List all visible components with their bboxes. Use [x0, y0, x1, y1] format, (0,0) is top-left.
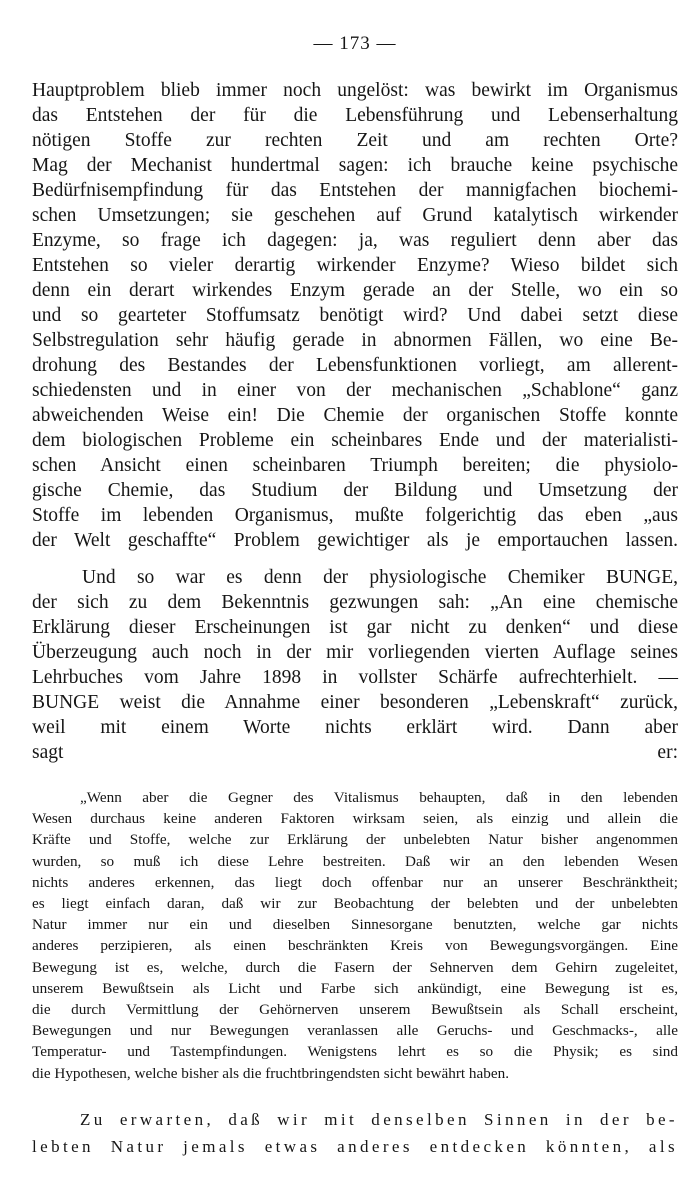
quote-line: Bewegung ist es, welche, durch die Fasern der Sehnerven dem Gehirn zugeleitet, [32, 958, 678, 976]
text-line: dem biologischen Probleme ein scheinbares Ende und der materialisti- [32, 430, 678, 451]
text-line: abweichenden Weise ein! Die Chemie der organischen Stoffe konnte [32, 405, 678, 426]
quote-line: wurden, so muß ich diese Lehre bestreiten. Daß wir an den lebenden Wesen [32, 852, 678, 870]
text-line: BUNGE weist die Annahme einer besonderen „Lebenskraft“ zurück, [32, 692, 678, 713]
text-line: lebten Natur jemals etwas anderes entdecken könnten, als [32, 1136, 678, 1156]
text-line: Bedürfnisempfindung für das Entstehen der mannigfachen biochemi- [32, 180, 678, 201]
quote-line: Natur immer nur ein und dieselben Sinnesorgane benutzten, welche gar nichts [32, 916, 678, 934]
text-line: weil mit einem Worte nichts erklärt wird. Dann aber [32, 717, 678, 738]
text-line: Entstehen so vieler derartig wirkender Enzyme? Wieso bildet sich [32, 255, 678, 276]
text-line: Enzyme, so frage ich dagegen: ja, was reguliert denn aber das [32, 230, 678, 251]
quote-line: Temperatur- und Tastempfindungen. Wenigstens lehrt es so die Physik; es sind [32, 1043, 678, 1061]
quote-line: es liegt einfach daran, daß wir zur Beobachtung der belebten und der unbelebten [32, 895, 678, 913]
text-line: Selbstregulation sehr häufig gerade in abnormen Fällen, wo eine Be- [32, 330, 678, 351]
text-line: drohung des Bestandes der Lebensfunktionen vorliegt, am allerent- [32, 355, 678, 376]
text-line: nötigen Stoffe zur rechten Zeit und am rechten Orte? [32, 130, 678, 151]
text-line: der Welt geschaffte“ Problem gewichtiger als je emportauchen lassen. [32, 530, 678, 551]
paragraph-1 [32, 78, 678, 553]
quote-line: Bewegungen und nur Bewegungen veranlassen alle Geruchs- und Geschmacks-, alle [32, 1022, 678, 1040]
quote-line: die Hypothesen, welche bisher als die fruchtbringendsten sicht bewährt haben. [32, 1064, 509, 1082]
text-line: schiedensten und in einer von der mechanischen „Schablone“ ganz [32, 380, 678, 401]
text-line: Und so war es denn der physiologische Chemiker BUNGE, [82, 567, 678, 588]
text-line: Überzeugung auch noch in der mir vorliegenden vierten Auflage seines [32, 642, 678, 663]
quote-line: die durch Vermittlung der Gehörnerven unserem Bewußtsein als Schall erscheint, [32, 1001, 678, 1019]
text-line: denn ein derart wirkendes Enzym gerade an der Stelle, wo ein so [32, 280, 678, 301]
text-line: Zu erwarten, daß wir mit denselben Sinnen in der be- [80, 1109, 678, 1129]
text-line: Erklärung dieser Erscheinungen ist gar nicht zu denken“ und diese [32, 617, 678, 638]
text-line: schen Umsetzungen; sie geschehen auf Grund katalytisch wirkender [32, 205, 678, 226]
text-line: Stoffe im lebenden Organismus, mußte folgerichtig das eben „aus [32, 505, 678, 526]
quote-line: „Wenn aber die Gegner des Vitalismus behaupten, daß in den lebenden [80, 789, 678, 806]
text-line: Mag der Mechanist hundertmal sagen: ich brauche keine psychische [32, 155, 678, 176]
quote-line: Kräfte und Stoffe, welche zur Erklärung der unbelebten Natur bisher angenommen [32, 831, 678, 849]
paragraph-3 [32, 1106, 678, 1160]
quote-line: anderes perzipieren, als einen beschränkten Kreis von Bewegungsvorgängen. Eine [32, 937, 678, 955]
paragraph-2 [32, 565, 678, 765]
text-line: und so gearteter Stoffumsatz benötigt wird? Und dabei setzt diese [32, 305, 678, 326]
block-quote [32, 787, 678, 1084]
quote-line: nichts anderes erkennen, das liegt doch offenbar nur an unserer Beschränktheit; [32, 873, 678, 891]
text-line: Hauptproblem blieb immer noch ungelöst: was bewirkt im Organismus [32, 80, 678, 101]
quote-line: Wesen durchaus keine anderen Faktoren wirksam seien, als einzig und allein die [32, 810, 678, 828]
text-line: schen Ansicht einen scheinbaren Triumph bereiten; die physiolo- [32, 455, 678, 476]
text-line: der sich zu dem Bekenntnis gezwungen sah: „An eine chemische [32, 592, 678, 613]
text-line: Lehrbuches vom Jahre 1898 in vollster Schärfe aufrechterhielt. — [32, 667, 678, 688]
text-line: sagt er: [32, 742, 678, 763]
text-line: gische Chemie, das Studium der Bildung und Umsetzung der [32, 480, 678, 501]
text-line: das Entstehen der für die Lebensführung und Lebenserhaltung [32, 105, 678, 126]
page-number: — 173 — [313, 33, 397, 54]
quote-line: unserem Bewußtsein als Licht und Farbe sich ankündigt, eine Bewegung ist es, [32, 979, 678, 997]
